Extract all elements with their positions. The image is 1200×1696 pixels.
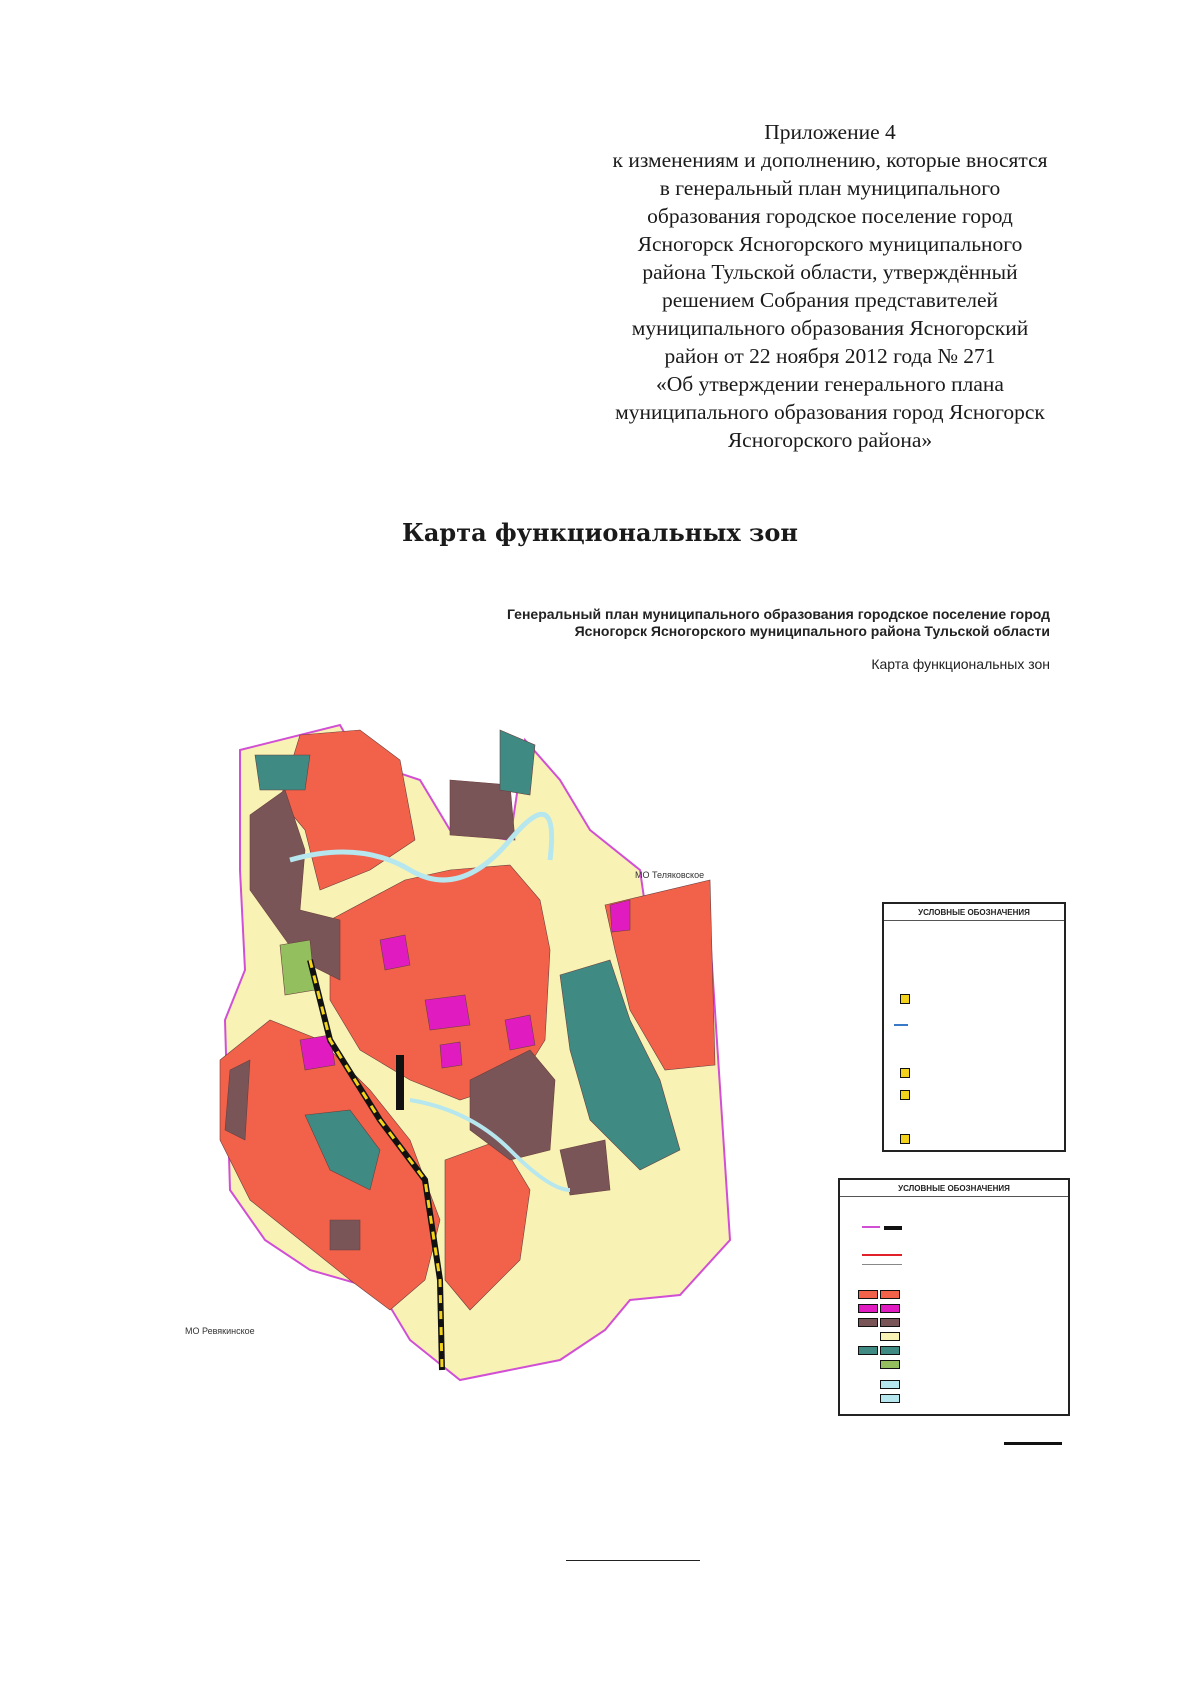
railway-station (396, 1055, 404, 1110)
footer-rule (566, 1560, 700, 1561)
legend-swatch (900, 1068, 910, 1078)
legend-swatch (880, 1394, 900, 1403)
legend-line (862, 1254, 902, 1256)
legend-line (862, 1264, 902, 1265)
appendix-line: к изменениям и дополнению, которые вносятся (612, 148, 1048, 172)
map-header-line: Ясногорск Ясногорского муниципального района Тульской области (574, 623, 1050, 639)
appendix-line: образования городское поселение город (647, 204, 1013, 228)
document-title: Карта функциональных зон (402, 518, 798, 547)
appendix-line: Ясногорск Ясногорского муниципального (637, 232, 1023, 256)
scale-bar (1004, 1442, 1062, 1445)
appendix-line: муниципального образования город Ясногорск (615, 400, 1045, 424)
legend-swatch (880, 1346, 900, 1355)
label-mo-telyakovskoe: МО Теляковское (635, 870, 705, 880)
legend-swatch (880, 1318, 900, 1327)
map-subtitle: Карта функциональных зон (871, 656, 1050, 672)
appendix-line: муниципального образования Ясногорский (631, 316, 1029, 340)
legend-swatch (880, 1360, 900, 1369)
legend-swatch (900, 1134, 910, 1144)
appendix-line: в генеральный план муниципального (659, 176, 1001, 200)
legend-swatch (858, 1304, 878, 1313)
appendix-line: Приложение 4 (764, 120, 896, 144)
legend-title: УСЛОВНЫЕ ОБОЗНАЧЕНИЯ (884, 904, 1064, 921)
label-mo-revyakinskoe: МО Ревякинское (185, 1326, 255, 1336)
appendix-line: района Тульской области, утверждённый (642, 260, 1018, 284)
map-header-line: Генеральный план муниципального образования городское поселение город (506, 606, 1050, 622)
legend-line (862, 1226, 880, 1228)
zone-green (255, 755, 310, 790)
legend-swatch (880, 1304, 900, 1313)
legend-line (894, 1024, 908, 1026)
zone-public (380, 935, 410, 970)
legend-title: УСЛОВНЫЕ ОБОЗНАЧЕНИЯ (840, 1180, 1068, 1197)
appendix-block (590, 118, 1070, 454)
appendix-line: район от 22 ноября 2012 года № 271 (664, 344, 996, 368)
legend-swatch (858, 1346, 878, 1355)
legend-panel-2 (838, 1178, 1070, 1416)
legend-swatch (900, 1090, 910, 1100)
map-header (440, 606, 1050, 640)
appendix-line: Ясногорского района» (727, 428, 933, 452)
legend-panel-1 (882, 902, 1066, 1152)
legend-swatch (880, 1380, 900, 1389)
legend-swatch (900, 994, 910, 1004)
appendix-line: решением Собрания представителей (661, 288, 999, 312)
legend-swatch (880, 1290, 900, 1299)
legend-swatch (880, 1332, 900, 1341)
zone-public (440, 1042, 462, 1068)
legend-line (884, 1226, 902, 1230)
zone-public (425, 995, 470, 1030)
zone-industrial (330, 1220, 360, 1250)
legend-swatch (858, 1318, 878, 1327)
functional-zones-map (210, 720, 750, 1410)
zone-public (610, 900, 630, 932)
legend-swatch (858, 1290, 878, 1299)
zone-green (500, 730, 535, 795)
appendix-line: «Об утверждении генерального плана (656, 372, 1004, 396)
zone-public (505, 1015, 535, 1050)
